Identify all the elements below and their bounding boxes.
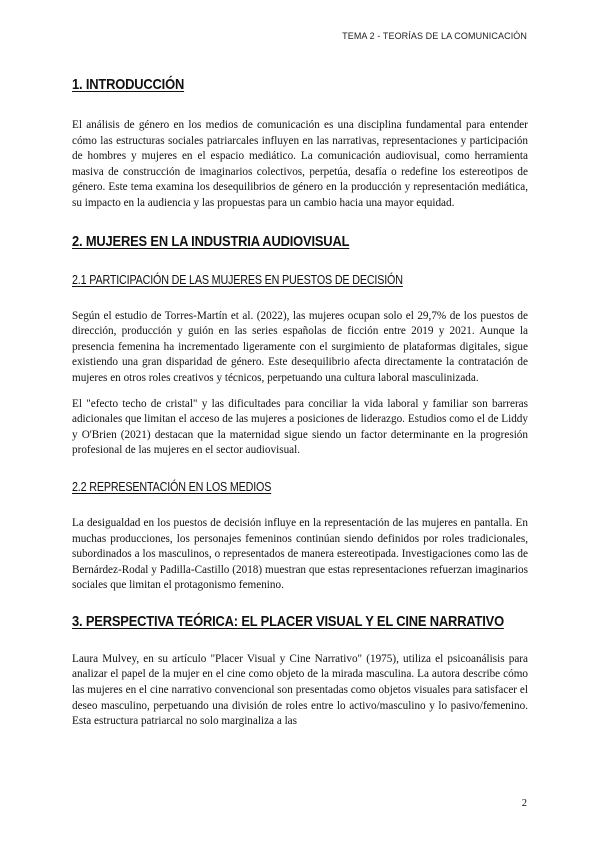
page-number: 2 [521, 798, 527, 809]
section-heading-introduccion: 1. INTRODUCCIÓN [72, 76, 185, 93]
paragraph: La desigualdad en los puestos de decisión influye en la representación de las mujeres en pantalla. En muchas producciones, los personajes femeninos continúan siendo definidos por roles tradicionales, subordinados a los masculinos, o representados de manera estereotipada. Investigaciones como las de Bernárdez-Rodal y Padilla-Castillo (2018) muestran que estas representaciones refuerzan imaginarios sociales que limitan el protagonismo femenino. [72, 516, 528, 592]
paragraph: Según el estudio de Torres-Martín et al. (2022), las mujeres ocupan solo el 29,7% de los puestos de dirección, producción y guión en las series españolas de ficción entre 2019 y 2021. Aunque la presencia femenina ha incrementado ligeramente con el surgimiento de plataformas digitales, sigue existiendo una gran disparidad de género. Este desequilibrio afecta directamente la contratación de mujeres en otros roles creativos y técnicos, perpetuando una cultura laboral masculinizada. [72, 309, 528, 384]
paragraph: El "efecto techo de cristal" y las dificultades para conciliar la vida laboral y familiar son barreras adicionales que limitan el acceso de las mujeres a posiciones de liderazgo. Estudios como el de Liddy y O'Brien (2021) destacan que la maternidad sigue siendo un factor determinante en la progresión profesional de las mujeres en el sector audiovisual. [72, 397, 528, 457]
paragraph: Laura Mulvey, en su artículo "Placer Visual y Cine Narrativo" (1975), utiliza el psicoanálisis para analizar el papel de la mujer en el cine como objeto de la mirada masculina. La autora describe cómo las mujeres en el cine narrativo convencional son presentadas como objetos visuales para satisfacer el deseo masculino, perpetuando una división de roles entre lo activo/masculino y lo pasivo/femenino. Esta estructura patriarcal no solo marginaliza a las [72, 652, 528, 728]
section-heading-mujeres-industria: 2. MUJERES EN LA INDUSTRIA AUDIOVISUAL [72, 232, 350, 250]
subsection-heading-representacion: 2.2 REPRESENTACIÓN EN LOS MEDIOS [72, 479, 272, 494]
page-content [72, 76, 528, 730]
running-header: TEMA 2 - TEORÍAS DE LA COMUNICACIÓN [342, 31, 527, 41]
subsection-heading-participacion: 2.1 PARTICIPACIÓN DE LAS MUJERES EN PUESTOS DE DECISIÓN [72, 272, 403, 287]
section-heading-perspectiva-teorica: 3. PERSPECTIVA TEÓRICA: EL PLACER VISUAL Y EL CINE NARRATIVO [72, 612, 504, 630]
paragraph: El análisis de género en los medios de comunicación es una disciplina fundamental para entender cómo las estructuras sociales patriarcales influyen en las narrativas, representaciones y participación de hombres y mujeres en el espacio mediático. La comunicación audiovisual, como herramienta masiva de construcción de imaginarios colectivos, perpetúa, desafía o redefine los estereotipos de género. Este tema examina los desequilibrios de género en la producción y representación mediática, su impacto en la audiencia y las propuestas para un cambio hacia una mayor equidad. [72, 119, 528, 209]
